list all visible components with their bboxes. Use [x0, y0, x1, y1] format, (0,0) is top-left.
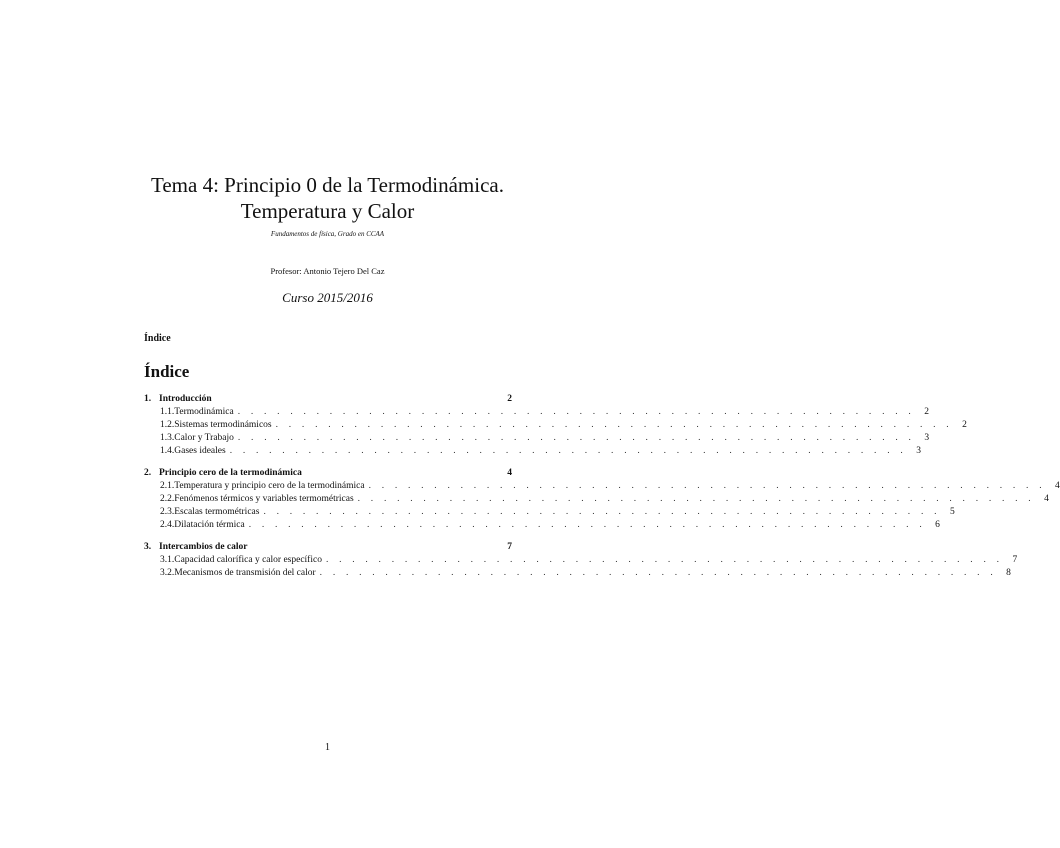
toc-dot-leader: . . . . . . . . . . . . . . . . . . . . . . . . . . . . . . . . . . . . . . . . . . . . . . . . . . . .	[319, 568, 997, 578]
toc-dot-leader: . . . . . . . . . . . . . . . . . . . . . . . . . . . . . . . . . . . . . . . . . . . . . . . . . . . .	[237, 407, 915, 417]
toc-subsection-label: Escalas termométricas	[174, 507, 260, 517]
title-line-1: Tema 4: Principio 0 de la Termodinámica.	[151, 173, 504, 197]
toc-subsection-number: 2.4.	[160, 520, 175, 530]
toc-subsection-page: 5	[949, 507, 955, 517]
toc-section-page: 7	[507, 542, 512, 552]
toc-subsection-page: 4	[1055, 481, 1060, 491]
toc-entry-subsection[interactable]	[144, 519, 940, 532]
toc-subsection-number: 1.4.	[160, 446, 175, 456]
index-heading: Índice	[144, 362, 190, 381]
toc-subsection-number: 1.2.	[160, 420, 175, 430]
title-line-2: Temperatura y Calor	[240, 199, 415, 223]
toc-subsection-number: 1.3.	[160, 433, 175, 443]
toc-subsection-label: Gases ideales	[174, 446, 226, 456]
toc-entry-subsection[interactable]	[144, 554, 1018, 567]
toc-subsection-number: 2.3.	[160, 507, 175, 517]
document-title	[0, 172, 655, 224]
toc-subsection-page: 4	[1044, 494, 1049, 504]
course-line: Curso 2015/2016	[282, 290, 373, 305]
toc-entry-section[interactable]	[144, 541, 512, 554]
toc-subsection-label: Capacidad calorífica y calor específico	[174, 555, 322, 565]
toc-section-label: Introducción	[159, 394, 212, 404]
toc-entry-subsection[interactable]	[144, 432, 930, 445]
toc-dot-leader: . . . . . . . . . . . . . . . . . . . . . . . . . . . . . . . . . . . . . . . . . . . . . . . . . . . .	[248, 520, 926, 530]
document-subtitle: Fundamentos de física, Grado en CCAA	[270, 230, 385, 238]
toc-subsection-number: 1.1.	[160, 407, 175, 417]
toc-subsection-label: Calor y Trabajo	[174, 433, 234, 443]
toc-section	[144, 467, 1060, 532]
toc-dot-leader: . . . . . . . . . . . . . . . . . . . . . . . . . . . . . . . . . . . . . . . . . . . . . . . . . . . .	[368, 481, 1046, 491]
toc-subsection-page: 3	[916, 446, 921, 456]
toc-subsection-label: Sistemas termodinámicos	[174, 420, 272, 430]
toc-section	[144, 541, 1018, 580]
toc-subsection-page: 8	[1006, 568, 1011, 578]
toc-entry-subsection[interactable]	[144, 506, 955, 519]
professor-line: Profesor: Antonio Tejero Del Caz	[270, 266, 385, 276]
toc-subsection-number: 2.2.	[160, 494, 175, 504]
toc-section-number: 1.	[144, 394, 152, 404]
toc-entry-section[interactable]	[144, 393, 512, 406]
toc-subsection-label: Temperatura y principio cero de la termodinámica	[174, 481, 365, 491]
toc-entry-section[interactable]	[144, 467, 512, 480]
toc-section	[144, 393, 967, 458]
toc-subsection-page: 7	[1012, 555, 1018, 565]
toc-dot-leader: . . . . . . . . . . . . . . . . . . . . . . . . . . . . . . . . . . . . . . . . . . . . . . . . . . . .	[263, 507, 941, 517]
toc-dot-leader: . . . . . . . . . . . . . . . . . . . . . . . . . . . . . . . . . . . . . . . . . . . . . . . . . . . .	[325, 555, 1004, 565]
toc-entry-subsection[interactable]	[144, 567, 1011, 580]
toc-subsection-number: 3.1.	[160, 555, 175, 565]
toc-entry-subsection[interactable]	[144, 445, 921, 458]
toc-section-page: 4	[507, 468, 512, 478]
toc-subsection-label: Termodinámica	[174, 407, 234, 417]
toc-subsection-label: Fenómenos térmicos y variables termométricas	[174, 494, 354, 504]
toc-subsection-label: Dilatación térmica	[174, 520, 245, 530]
toc-entry-subsection[interactable]	[144, 493, 1049, 506]
page-number: 1	[325, 742, 330, 753]
toc-section-label: Intercambios de calor	[159, 542, 248, 552]
toc-entry-subsection[interactable]	[144, 406, 929, 419]
table-of-contents	[144, 393, 1060, 589]
toc-subsection-page: 2	[924, 407, 929, 417]
toc-entry-subsection[interactable]	[144, 419, 967, 432]
index-small-heading: Índice	[144, 333, 171, 344]
toc-dot-leader: . . . . . . . . . . . . . . . . . . . . . . . . . . . . . . . . . . . . . . . . . . . . . . . . . . . .	[357, 494, 1035, 504]
toc-dot-leader: . . . . . . . . . . . . . . . . . . . . . . . . . . . . . . . . . . . . . . . . . . . . . . . . . . . .	[229, 446, 907, 456]
toc-section-number: 2.	[144, 468, 152, 478]
toc-subsection-number: 3.2.	[160, 568, 175, 578]
toc-dot-leader: . . . . . . . . . . . . . . . . . . . . . . . . . . . . . . . . . . . . . . . . . . . . . . . . . . . .	[237, 433, 916, 443]
toc-section-page: 2	[507, 394, 512, 404]
toc-subsection-label: Mecanismos de transmisión del calor	[174, 568, 316, 578]
toc-section-number: 3.	[144, 542, 152, 552]
toc-dot-leader: . . . . . . . . . . . . . . . . . . . . . . . . . . . . . . . . . . . . . . . . . . . . . . . . . . . .	[275, 420, 953, 430]
toc-subsection-page: 3	[924, 433, 930, 443]
toc-subsection-page: 6	[935, 520, 940, 530]
toc-subsection-page: 2	[962, 420, 967, 430]
toc-subsection-number: 2.1.	[160, 481, 175, 491]
toc-entry-subsection[interactable]	[144, 480, 1060, 493]
toc-section-label: Principio cero de la termodinámica	[159, 468, 302, 478]
